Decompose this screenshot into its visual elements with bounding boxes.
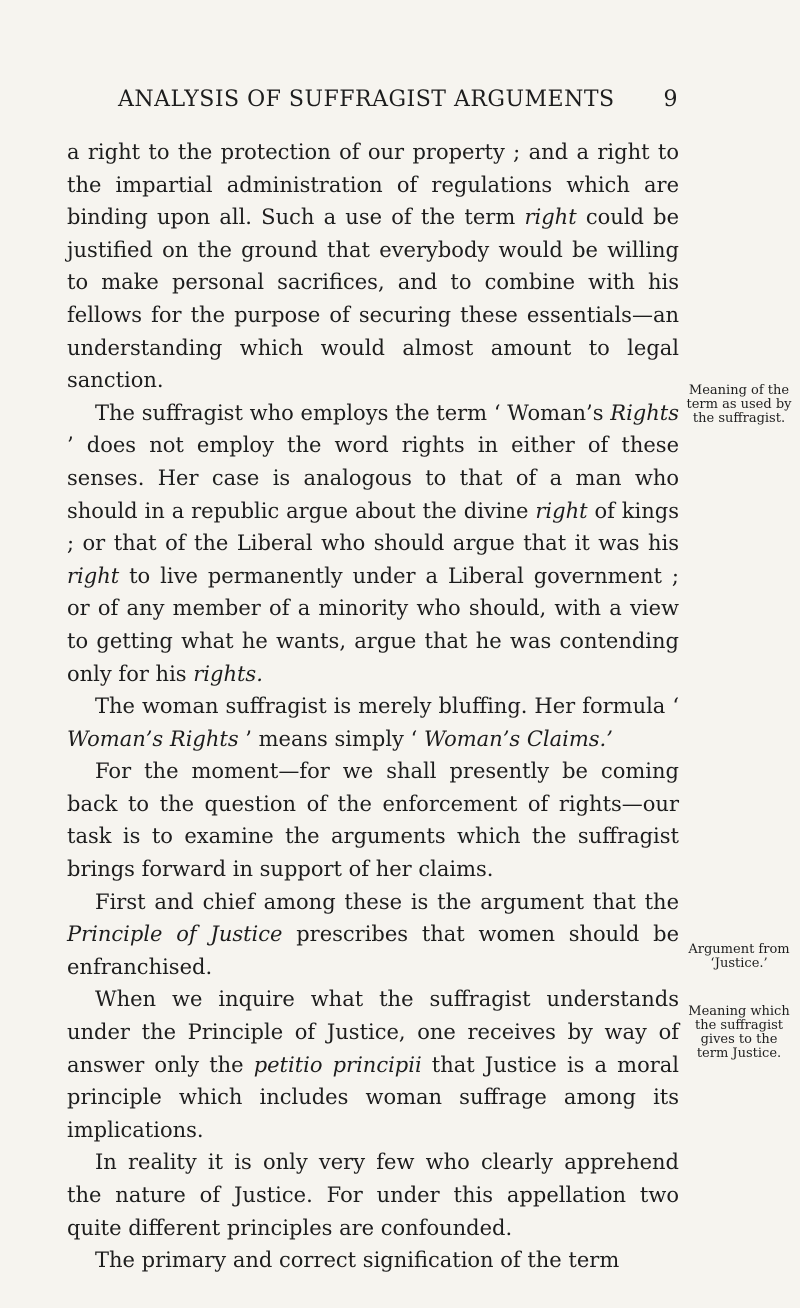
paragraph-7: In reality it is only very few who clearly apprehend the nature of Justice. For under this appellation two quite different principles are confounded.: [67, 1150, 679, 1240]
paragraph-3: The woman suffragist is merely bluffing. Her formula ‘ Woman’s Rights ’ means simply ‘ Woman’s Claims.’: [67, 694, 679, 751]
italic-term: Woman’s Rights: [67, 726, 239, 751]
paragraph-4: For the moment—for we shall presently be coming back to the question of the enforcement of rights—our task is to examine the arguments which the suffragist brings forward in support of her claims.: [67, 759, 679, 882]
sidenote-meaning-of-justice: Meaning which the suffragist gives to the term Justice.: [688, 1004, 790, 1061]
italic-term: Principle of Justice: [67, 922, 283, 947]
italic-term: Rights: [610, 400, 679, 425]
paragraph-2: The suffragist who employs the term ‘ Woman’s Rights ’ does not employ the word rights in either of these senses. Her case is analogous to that of a man who should in a republic argue about the divine right of kings ; or that of the Liberal who should argue that it was his right to live permanently under a Liberal government ; or of any member of a minority who should, with a view to getting what he wants, argue that he was contending only for his rights.: [67, 400, 679, 686]
italic-term: Woman’s Claims.’: [423, 726, 613, 751]
italic-term: rights.: [193, 661, 263, 686]
italic-term: right: [67, 563, 120, 588]
italic-term: right: [535, 498, 588, 523]
sidenote-argument-from-justice: Argument from ‘Justice.’: [688, 942, 790, 971]
paragraph-8: The primary and correct signification of the term: [95, 1248, 620, 1273]
italic-term: right: [524, 205, 577, 230]
sidenote-meaning-of-term: Meaning of the term as used by the suffragist.: [686, 383, 792, 426]
paragraph-5: First and chief among these is the argument that the Principle of Justice prescribes that women should be enfranchised.: [67, 889, 679, 979]
body-text: [67, 136, 679, 1277]
page-number: 9: [663, 87, 678, 112]
italic-term: petitio principii: [253, 1052, 422, 1077]
paragraph-6: When we inquire what the suffragist understands under the Principle of Justice, one receives by way of answer only the petitio principii that Justice is a moral principle which includes woman suffrage among its implications.: [67, 987, 679, 1142]
running-title: ANALYSIS OF SUFFRAGIST ARGUMENTS: [118, 87, 615, 112]
paragraph-1: a right to the protection of our property ; and a right to the impartial administration of regulations which are binding upon all. Such a use of the term right could be justified on the ground that everybody would be willing to make personal sacrifices, and to combine with his fellows for the purpose of securing these essentials—an understanding which would almost amount to legal sanction.: [67, 140, 680, 393]
